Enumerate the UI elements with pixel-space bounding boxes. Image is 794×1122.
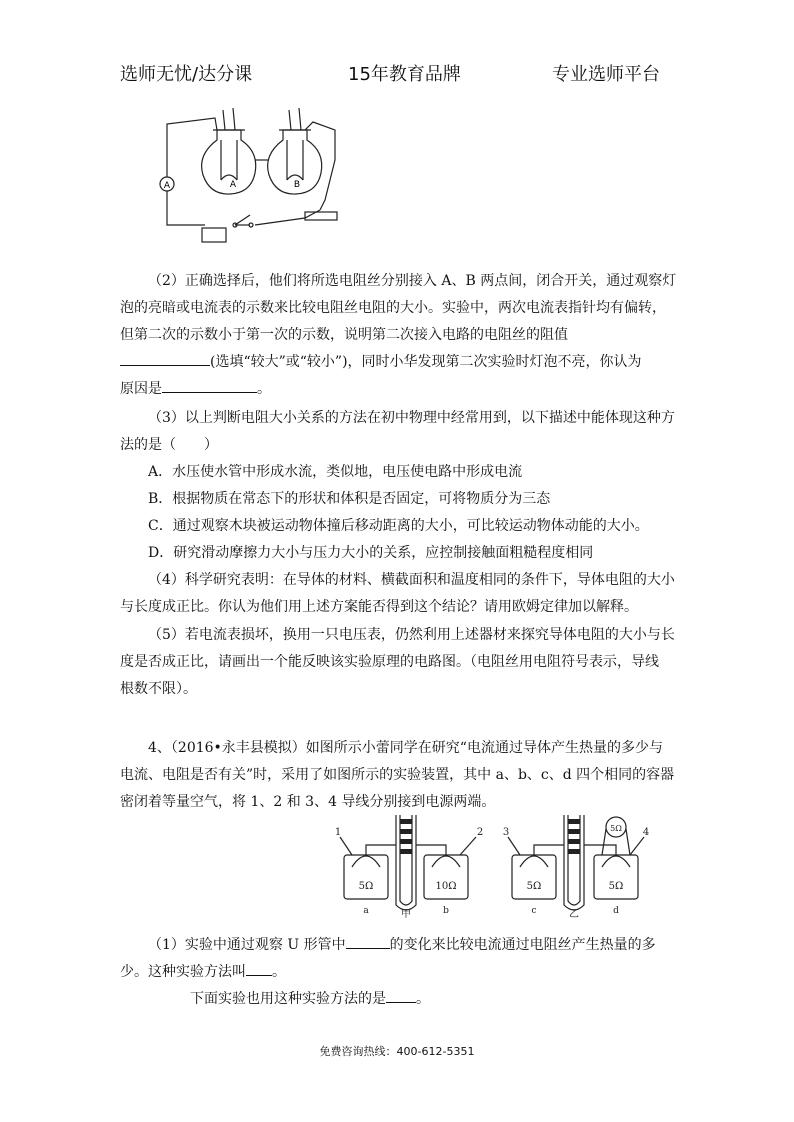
q3-line1: （3）以上判断电阻大小关系的方法在初中物理中经常用到，以下描述中能体现这种方	[148, 410, 675, 426]
q4-1-line1-prefix: （1）实验中通过观察 U 形管中	[148, 937, 346, 953]
wire-label-3: 3	[502, 827, 510, 838]
resistor-b-label: 10Ω	[435, 881, 457, 892]
container-d-label: d	[613, 906, 619, 916]
q4-1-line2-suffix: 。	[272, 964, 286, 980]
q4-line1: （4）科学研究表明：在导体的材料、横截面积和温度相同的条件下，导体电阻的大小	[148, 572, 675, 588]
ammeter-label: A	[163, 181, 171, 191]
container-c-label: c	[531, 906, 537, 916]
wire-label-2: 2	[476, 827, 484, 838]
resistor-c-label: 5Ω	[526, 881, 542, 892]
resistor-a-label: 5Ω	[358, 881, 374, 892]
header-middle: 15年教育品牌	[348, 64, 461, 85]
q4-1-line3-prefix: 下面实验也用这种实验方法的是	[190, 991, 386, 1007]
page-header	[120, 60, 680, 90]
q4-1-line2	[120, 959, 286, 986]
q3-option-b: B．根据物质在常态下的形状和体积是否固定，可将物质分为三态	[148, 491, 551, 507]
q4-1-line1	[148, 932, 656, 959]
q2-line5-suffix: 。	[257, 381, 271, 397]
q4-line2: 与长度成正比。你认为他们用上述方案能否得到这个结论？请用欧姆定律加以解释。	[120, 599, 638, 615]
problem4-line2: 电流、电阻是否有关”时，采用了如图所示的实验装置，其中 a、b、c、d 四个相同的容器	[120, 767, 675, 783]
q2-line5	[120, 376, 271, 403]
q2-line4-text: (选填“较大”或“较小”)，同时小华发现第二次实验时灯泡不亮，你认为	[210, 354, 642, 370]
setup-yi-label: 乙	[569, 909, 579, 920]
header-right: 专业选师平台	[552, 64, 660, 85]
q2-answer-blank-2[interactable]	[162, 378, 257, 393]
setup-jia-label: 甲	[401, 909, 411, 920]
q4-1-answer-blank-1[interactable]	[346, 934, 390, 949]
q2-line5-prefix: 原因是	[120, 381, 162, 397]
container-a-label: a	[363, 906, 369, 916]
q3-line2: 法的是（ ）	[120, 437, 218, 453]
resistor-external-label: 5Ω	[610, 824, 622, 833]
q5-line3: 根数不限）。	[120, 681, 197, 697]
q3-option-d: D．研究滑动摩擦力大小与压力大小的关系，应控制接触面粗糙程度相同	[148, 545, 594, 561]
problem4-line3: 密闭着等量空气，将 1、2 和 3、4 导线分别接到电源两端。	[120, 794, 496, 810]
header-left: 选师无忧/达分课	[120, 64, 253, 85]
wire-label-4: 4	[642, 827, 650, 838]
page-footer: 免费咨询热线：400-612-5351	[319, 1045, 475, 1058]
q4-1-line2-prefix: 少。这种实验方法叫	[120, 964, 246, 980]
q2-line1: （2）正确选择后，他们将所选电阻丝分别接入 A、B 两点间，闭合开关，通过观察灯	[148, 273, 677, 289]
q3-option-c: C．通过观察木块被运动物体撞后移动距离的大小，可比较运动物体动能的大小。	[148, 518, 649, 534]
q2-answer-blank-1[interactable]	[120, 351, 210, 366]
bulb-a-label: A	[229, 180, 237, 190]
problem4-line1: 4、（2016•永丰县模拟）如图所示小蕾同学在研究“电流通过导体产生热量的多少与	[148, 740, 663, 756]
wire-label-1: 1	[334, 827, 342, 838]
container-b-label: b	[443, 906, 449, 916]
q4-1-answer-blank-3[interactable]	[386, 988, 416, 1003]
q2-line2: 泡的亮暗或电流表的示数来比较电阻丝电阻的大小。实验中，两次电流表指针均有偏转，	[120, 300, 666, 316]
q4-1-line1-suffix: 的变化来比较电流通过电阻丝产生热量的多	[389, 937, 656, 953]
q5-line2: 度是否成正比，请画出一个能反映该实验原理的电路图。（电阻丝用电阻符号表示，导线	[120, 654, 659, 670]
q5-line1: （5）若电流表损坏，换用一只电压表，仍然利用上述器材来探究导体电阻的大小与长	[148, 627, 675, 643]
u-tube-experiment-figure	[330, 815, 650, 920]
q4-1-answer-blank-2[interactable]	[246, 961, 272, 976]
q4-1-line3-suffix: 。	[416, 991, 430, 1007]
resistor-d-label: 5Ω	[608, 881, 624, 892]
q2-line4	[120, 349, 642, 376]
bulb-b-label: B	[293, 180, 301, 190]
q3-option-a: A．水压使水管中形成水流，类似地，电压使电路中形成电流	[148, 464, 523, 480]
q2-line3: 但第二次的示数小于第一次的示数，说明第二次接入电路的电阻丝的阻值	[120, 327, 568, 343]
bulb-circuit-figure	[155, 100, 345, 250]
q4-1-line3	[190, 986, 430, 1013]
